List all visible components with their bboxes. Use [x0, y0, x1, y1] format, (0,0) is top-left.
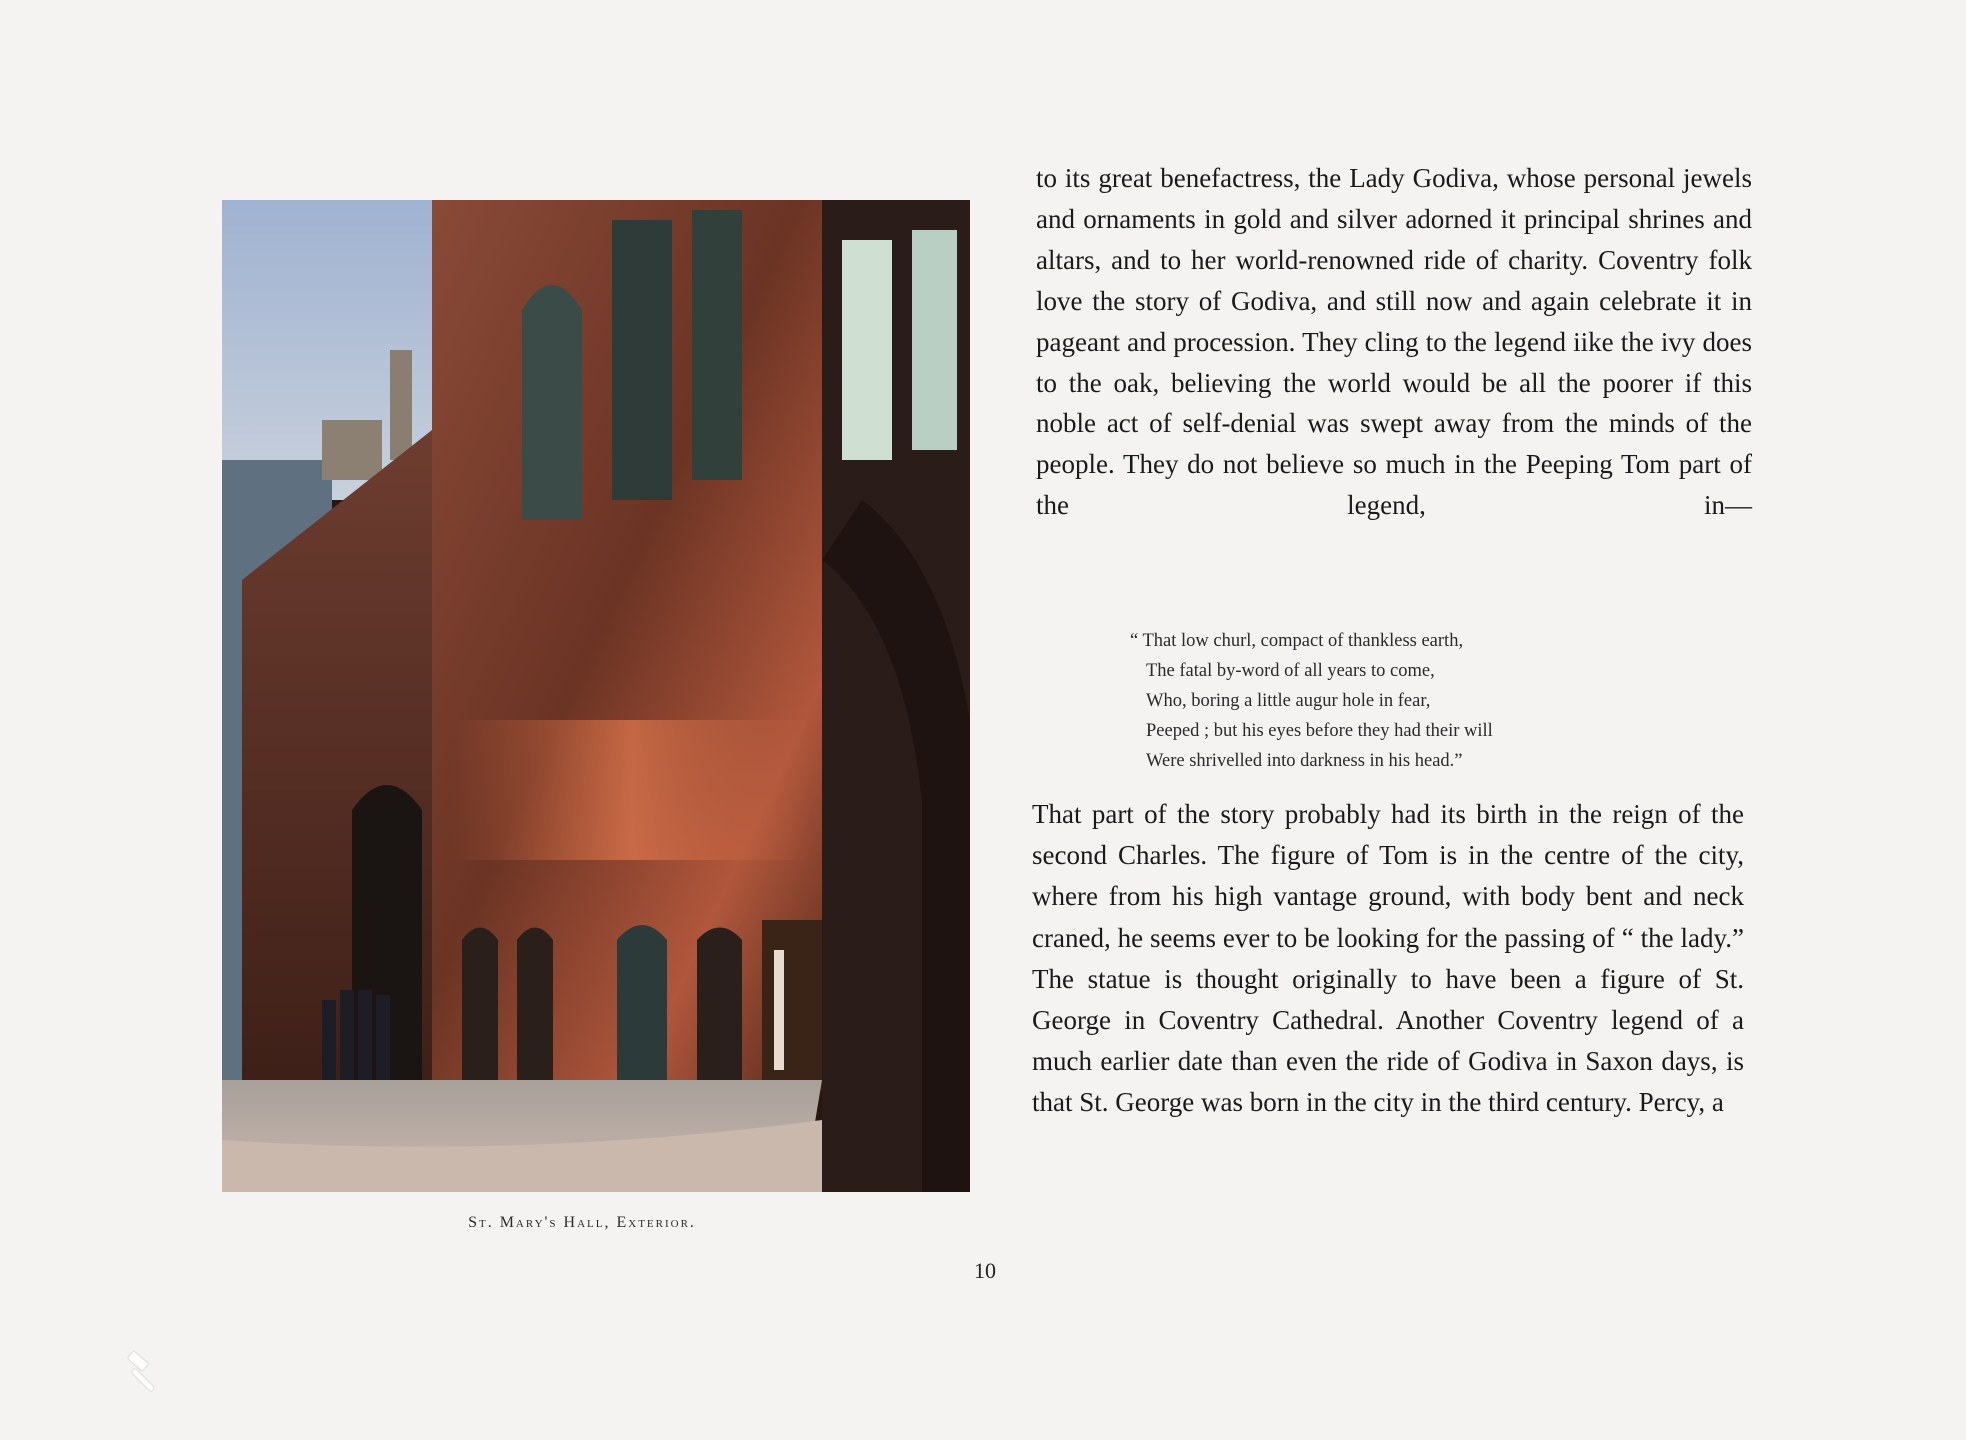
photo-plate-st-marys-hall	[222, 200, 970, 1192]
paragraph-2-text: That part of the story probably had its birth in the reign of the second Charles. The figure of Tom is in the centre of the city, where from his high vantage ground, with body bent and neck craned, he seems ever to be looking for the passing of “ the lady.” The statue is thought originally to have been a figure of St. George in Coventry Cathedral. Another Coventry legend of a much earlier date than even the ride of Godiva in Saxon days, is that St. George was born in the city in the third century. Percy, a	[1032, 799, 1744, 1118]
quoted-poem	[1130, 626, 1690, 776]
figure-caption: St. Mary's Hall, Exterior.	[468, 1214, 696, 1231]
poem-line-5: Were shrivelled into darkness in his head.”	[1146, 751, 1463, 771]
poem-line-1: “ That low churl, compact of thankless earth,	[1130, 631, 1464, 651]
paragraph-2	[1032, 794, 1744, 1124]
paragraph-1-text: to its great benefactress, the Lady Godiva, whose personal jewels and ornaments in gold and silver adorned it principal shrines and altars, and to her world-renowned ride of charity. Coventry folk love the story of Godiva, and still now and again celebrate it in pageant and procession. They cling to the legend iike the ivy does to the oak, believing the world would be all the poorer if this noble act of self-denial was swept away from the minds of the people. They do not believe so much in the Peeping Tom part of the legend, in—	[1036, 163, 1752, 521]
page-number: 10	[974, 1258, 996, 1283]
poem-line-2: The fatal by-word of all years to come,	[1146, 661, 1435, 681]
poem-line-3: Who, boring a little augur hole in fear,	[1146, 691, 1431, 711]
paragraph-1	[1036, 158, 1752, 526]
building-illustration	[222, 200, 970, 1192]
poem-line-4: Peeped ; but his eyes before they had their will	[1146, 721, 1493, 741]
hammer-icon	[120, 1348, 170, 1398]
